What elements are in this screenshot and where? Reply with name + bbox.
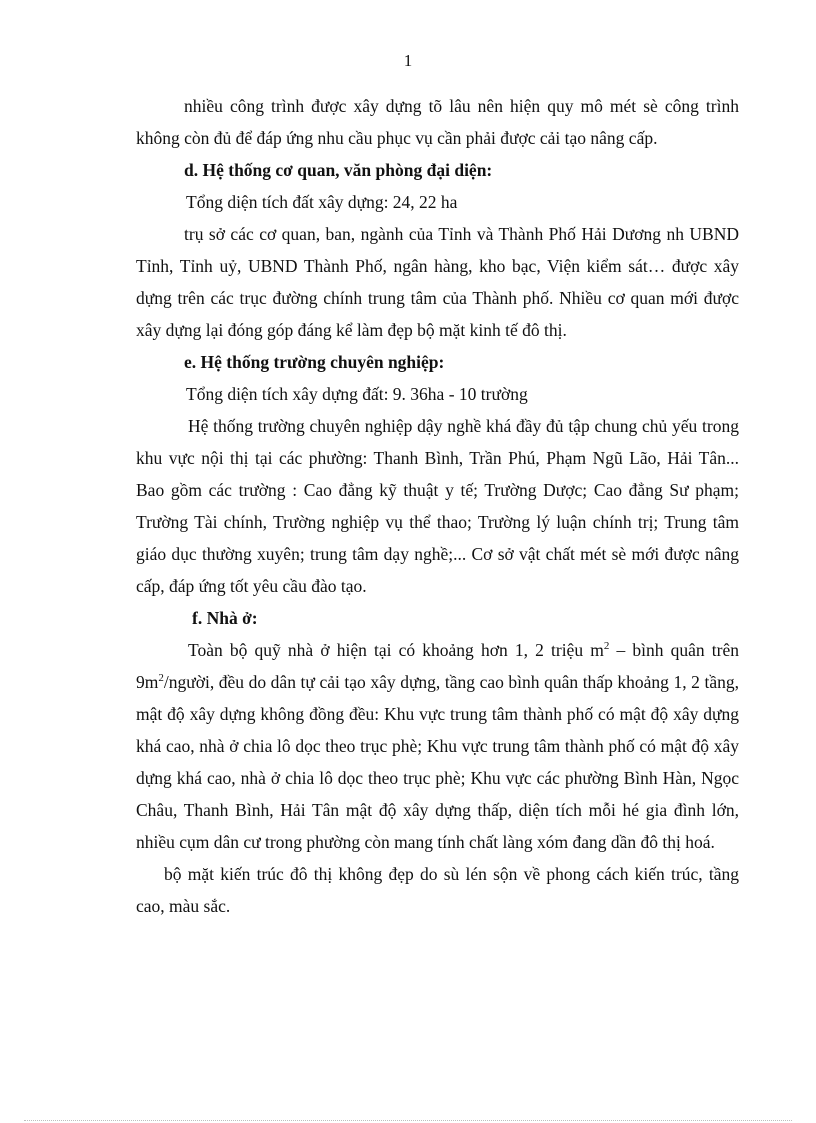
section-f-body bbox=[136, 634, 739, 858]
section-d-area: Tổng diện tích đất xây dựng: 24, 22 ha bbox=[186, 192, 458, 212]
intro-paragraph: nhiều công trình được xây dựng tõ lâu nên hiện quy mô mét sè công trình không còn đủ để đáp ứng nhu cầu phục vụ cần phải được cải tạo nâng cấp. bbox=[136, 96, 739, 148]
superscript-a: 2 bbox=[603, 640, 610, 653]
section-e-area: Tổng diện tích xây dựng đất: 9. 36ha - 10 trường bbox=[186, 384, 528, 404]
section-heading-e: e. Hệ thống trường chuyên nghiệp: bbox=[184, 352, 445, 372]
section-d-body: trụ sở các cơ quan, ban, ngành của Tỉnh và Thành Phố Hải Dương nh UBND Tỉnh, Tỉnh uỷ, UBND Thành Phố, ngân hàng, kho bạc, Viện kiểm sát… được xây dựng trên các trục đường chính trung tâm của Thành phố. Nhiều cơ quan mới được xây dựng lại đóng góp đáng kể làm đẹp bộ mặt kinh tế đô thị. bbox=[136, 224, 739, 340]
section-heading-d: d. Hệ thống cơ quan, văn phòng đại diện: bbox=[184, 160, 493, 180]
page-number: 1 bbox=[403, 51, 413, 70]
section-f-text-b: – bình quân trên 9m bbox=[136, 640, 739, 692]
document-body bbox=[136, 90, 739, 922]
section-e-body: Hệ thống trường chuyên nghiệp dậy nghề khá đầy đủ tập chung chủ yếu trong khu vực nội thị tại các phường: Thanh Bình, Trần Phú, Phạm Ngũ Lão, Hải Tân... Bao gồm các trường : Cao đẳng kỹ thuật y tế; Trường Dược; Cao đẳng Sư phạm; Trường Tài chính, Trường nghiệp vụ thể thao; Trường lý luận chính trị; Trung tâm giáo dục thường xuyên; trung tâm dạy nghề;... Cơ sở vật chất mét sè mới được nâng cấp, đáp ứng tốt yêu cầu đào tạo. bbox=[136, 416, 739, 596]
page-bottom-rule bbox=[24, 1120, 792, 1121]
superscript-b: 2 bbox=[158, 672, 164, 685]
section-f-text-c: /người, đều do dân tự cải tạo xây dựng, tầng cao bình quân thấp khoảng 1, 2 tầng, mật độ xây dựng không đồng đều: Khu vực trung tâm thành phố có mật độ xây dựng khá cao, nhà ở chia lô dọc theo trục phè; Khu vực trung tâm thành phố có mật độ xây dựng khá cao, nhà ở chia lô dọc theo trục phè; Khu vực các phường Bình Hàn, Ngọc Châu, Thanh Bình, Hải Tân mật độ xây dựng thấp, diện tích mỗi hé gia đình lớn, nhiều cụm dân cư trong phường còn mang tính chất làng xóm đang dần đô thị hoá. bbox=[136, 672, 739, 852]
section-f-text-a: Toàn bộ quỹ nhà ở hiện tại có khoảng hơn 1, 2 triệu m bbox=[188, 640, 604, 660]
section-heading-f: f. Nhà ở: bbox=[192, 608, 258, 628]
closing-paragraph: bộ mặt kiến trúc đô thị không đẹp do sù lén sộn về phong cách kiến trúc, tầng cao, màu sắc. bbox=[136, 864, 739, 916]
